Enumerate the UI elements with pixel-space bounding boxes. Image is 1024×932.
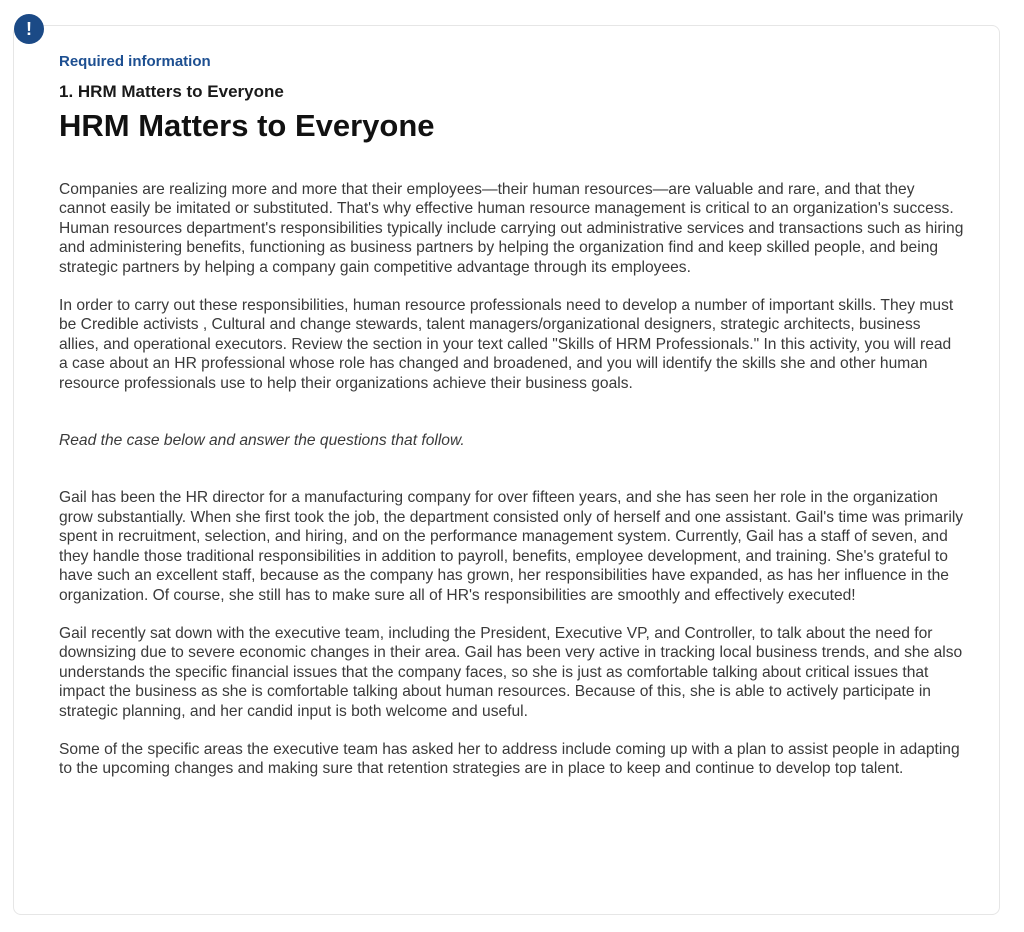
case-paragraph-3: Some of the specific areas the executive team has asked her to address include coming up with a plan to assist people in adapting to the upcoming changes and making sure that retention strategies are in place to keep and continue to develop top talent. — [59, 740, 960, 778]
question-content — [59, 52, 964, 779]
case-paragraph-1: Gail has been the HR director for a manufacturing company for over fifteen years, and she has seen her role in the organization grow substantially. When she first took the job, the department consisted only of herself and one assistant. Gail's time was primarily spent in recruitment, selection, and hiring, and on the performance management system. Currently, Gail has a staff of seven, and they handle those traditional responsibilities in addition to payroll, benefits, employee development, and training. She's grateful to have such an excellent staff, because as the company has grown, her responsibilities have expanded, as has her influence in the organization. Of course, she still has to make sure all of HR's responsibilities are smoothly and effectively executed! — [59, 489, 964, 604]
case-instruction: Read the case below and answer the questions that follow. — [59, 432, 465, 450]
question-number-label: 1. HRM Matters to Everyone — [59, 82, 284, 101]
case-paragraph-2: Gail recently sat down with the executive team, including the President, Executive VP, and Controller, to talk about the need for downsizing due to severe economic changes in their area. Gail has been very active in tracking local business trends, and she also understands the specific financial issues that the company faces, so she is just as comfortable talking about critical issues that impact the business as she is comfortable talking about human resources. Because of this, she is able to actively participate in strategic planning, and her candid input is both welcome and useful. — [59, 624, 963, 720]
page-title: HRM Matters to Everyone — [59, 108, 435, 143]
intro-paragraph-1: Companies are realizing more and more that their employees—their human resources—are valuable and rare, and that they cannot easily be imitated or substituted. That's why effective human resource management is critical to an organization's success. Human resources department's responsibilities typically include carrying out administrative services and transactions such as hiring and administering benefits, functioning as business partners by helping the organization find and keep skilled people, and being strategic partners by helping a company gain competitive advantage through its employees. — [59, 181, 964, 276]
exclamation-circle-icon: ! — [14, 14, 44, 44]
intro-paragraph-2: In order to carry out these responsibilities, human resource professionals need to develop a number of important skills. They must be Credible activists , Cultural and change stewards, talent managers/organizational designers, strategic architects, business allies, and operational executors. Review the section in your text called "Skills of HRM Professionals." In this activity, you will read a case about an HR professional whose role has changed and broadened, and you will identify the skills she and other human resource professionals use to help their organizations achieve their business goals. — [59, 297, 954, 392]
required-information-label: Required information — [59, 53, 211, 70]
question-card — [13, 25, 1000, 915]
